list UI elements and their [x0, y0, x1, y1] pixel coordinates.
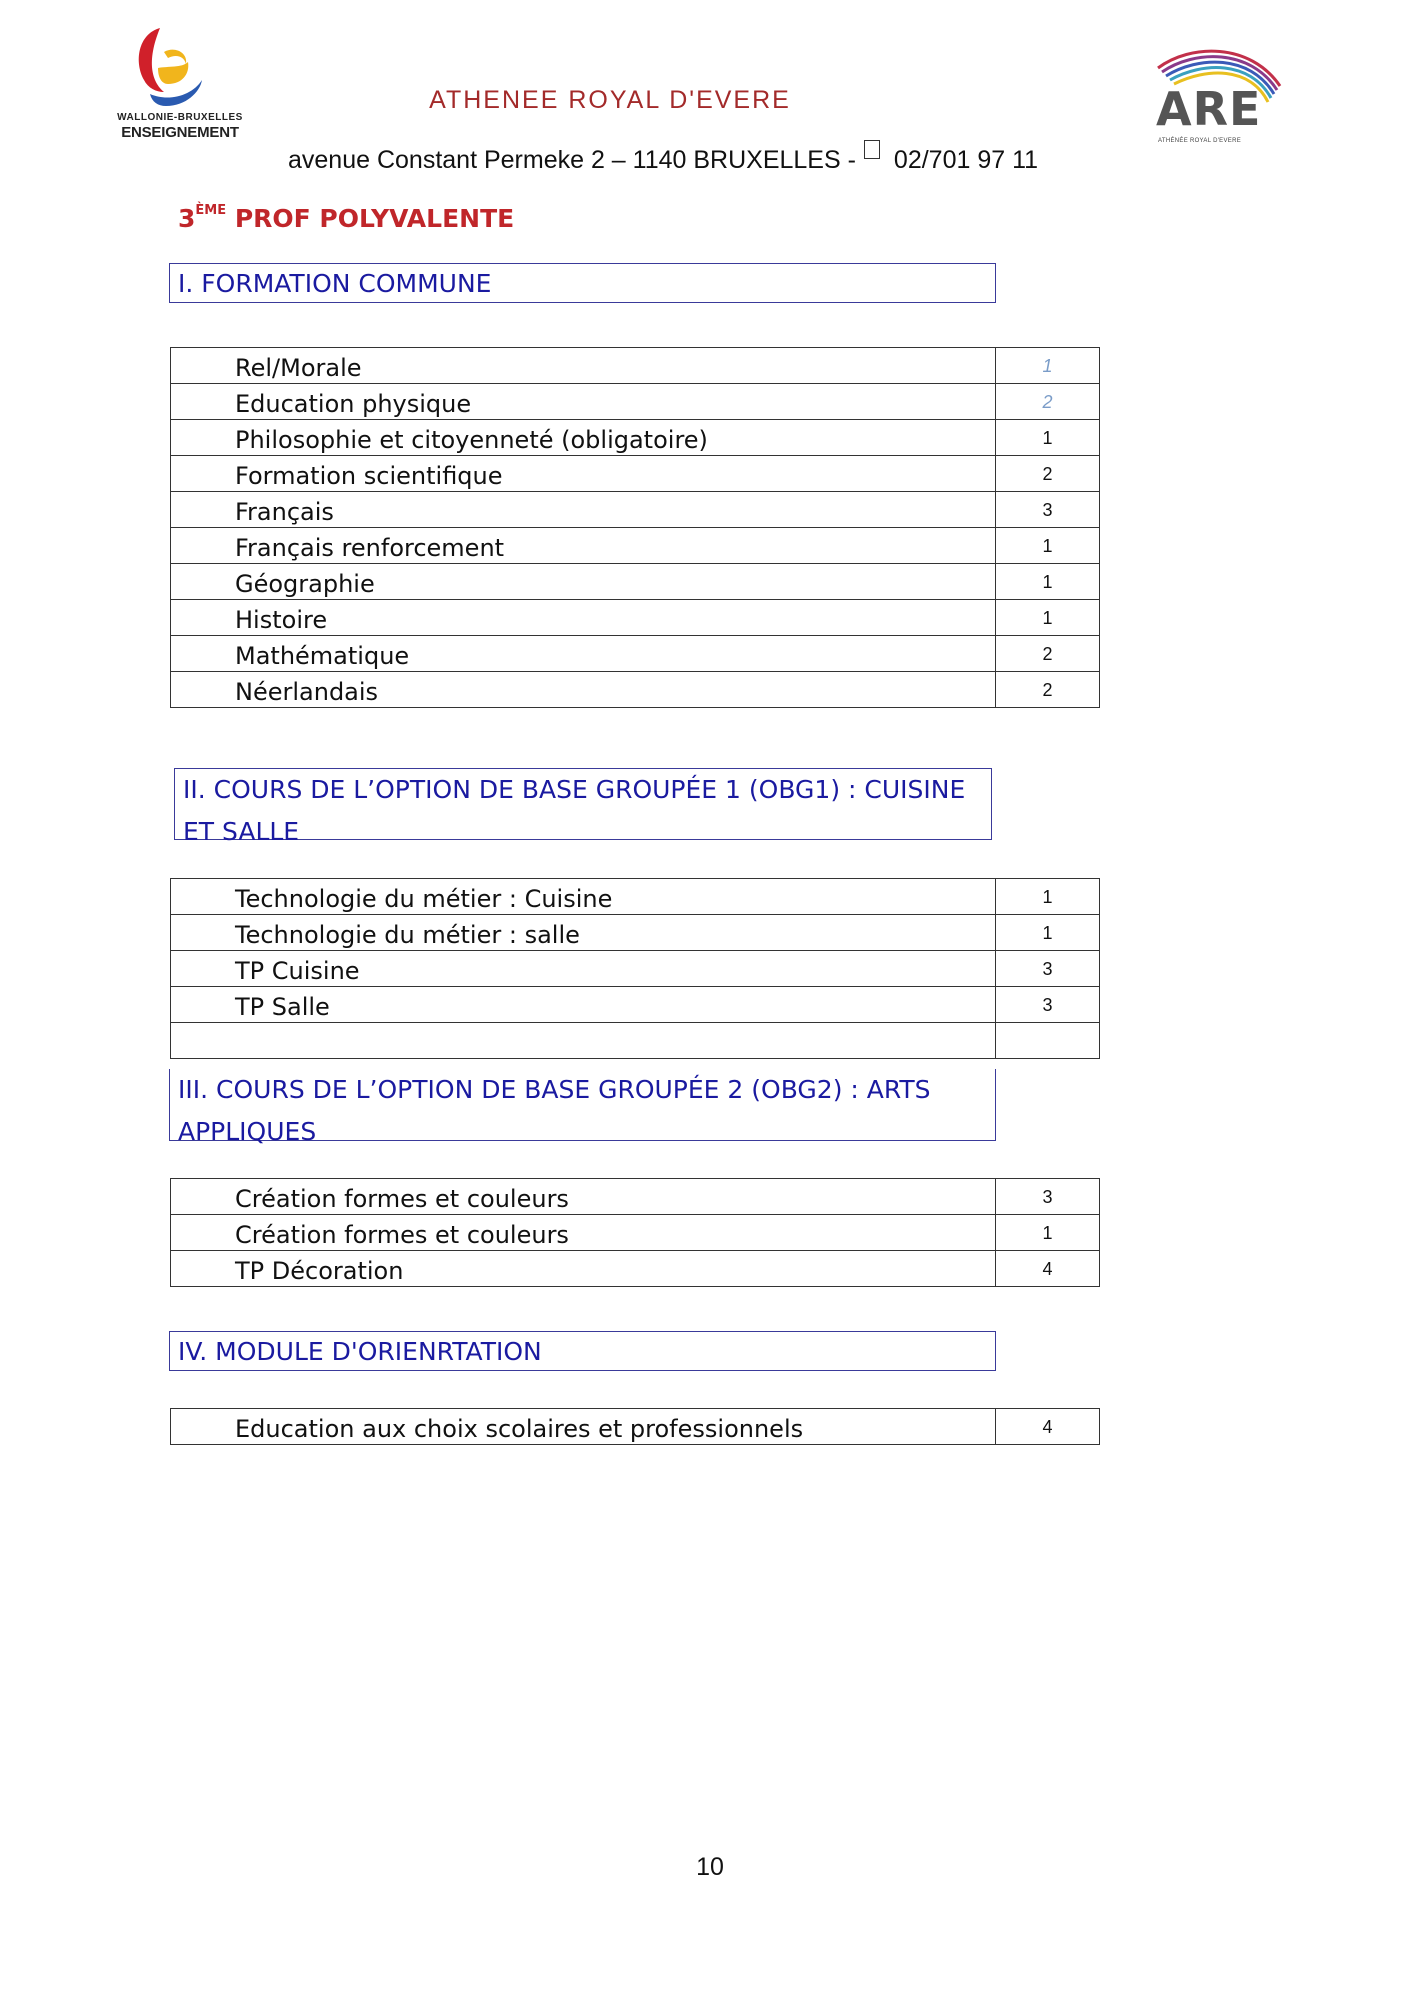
section-heading-obg2: III. COURS DE L’OPTION DE BASE GROUPÉE 2 (OBG2) : ARTS APPLIQUES	[169, 1069, 996, 1141]
course-hours: 1	[996, 600, 1100, 636]
course-name: Création formes et couleurs	[171, 1179, 996, 1215]
course-hours: 3	[996, 1179, 1100, 1215]
table-row	[171, 600, 1100, 636]
course-name: Technologie du métier : salle	[171, 915, 996, 951]
course-name: Philosophie et citoyenneté (obligatoire)	[171, 420, 996, 456]
table-row	[171, 1215, 1100, 1251]
table-row	[171, 1179, 1100, 1215]
course-hours: 4	[996, 1409, 1100, 1445]
table-row	[171, 492, 1100, 528]
course-name: TP Cuisine	[171, 951, 996, 987]
course-hours: 3	[996, 492, 1100, 528]
table-row	[171, 987, 1100, 1023]
course-name: Technologie du métier : Cuisine	[171, 879, 996, 915]
address-line	[288, 146, 1088, 175]
course-name: Français	[171, 492, 996, 528]
course-hours: 1	[996, 420, 1100, 456]
logo-right-text: ARE	[1156, 82, 1262, 136]
table-row	[171, 879, 1100, 915]
course-table-formation-commune	[170, 347, 1100, 708]
section-heading-module-orientation: IV. MODULE D'ORIENRTATION	[169, 1331, 996, 1371]
table-row	[171, 1251, 1100, 1287]
course-name: Création formes et couleurs	[171, 1215, 996, 1251]
table-row	[171, 951, 1100, 987]
title-prefix: 3	[178, 204, 196, 233]
logo-left-line1: WALLONIE-BRUXELLES	[117, 112, 243, 123]
course-hours: 1	[996, 528, 1100, 564]
table-row	[171, 636, 1100, 672]
section-heading-obg1: II. COURS DE L’OPTION DE BASE GROUPÉE 1 (OBG1) : CUISINE ET SALLE	[174, 768, 992, 840]
table-row	[171, 420, 1100, 456]
table-row	[171, 384, 1100, 420]
table-row	[171, 1409, 1100, 1445]
phone-number: 02/701 97 11	[893, 146, 1039, 174]
course-hours: 2	[996, 384, 1100, 420]
address-text: avenue Constant Permeke 2 – 1140 BRUXELLES -	[288, 146, 856, 174]
course-name: Géographie	[171, 564, 996, 600]
course-table-obg1	[170, 878, 1100, 1059]
course-name: Néerlandais	[171, 672, 996, 708]
course-name: Français renforcement	[171, 528, 996, 564]
course-hours: 3	[996, 987, 1100, 1023]
table-row	[171, 348, 1100, 384]
course-name: Rel/Morale	[171, 348, 996, 384]
course-name: TP Salle	[171, 987, 996, 1023]
course-name: Formation scientifique	[171, 456, 996, 492]
wallonie-bruxelles-logo	[108, 22, 248, 144]
course-hours: 4	[996, 1251, 1100, 1287]
course-hours: 1	[996, 879, 1100, 915]
table-row	[171, 1023, 1100, 1059]
section-heading-formation-commune: I. FORMATION COMMUNE	[169, 263, 996, 303]
table-row	[171, 528, 1100, 564]
course-hours: 2	[996, 636, 1100, 672]
table-row	[171, 915, 1100, 951]
course-hours	[996, 1023, 1100, 1059]
are-logo	[1150, 46, 1290, 146]
title-text: PROF POLYVALENTE	[226, 204, 515, 233]
logo-left-line2: ENSEIGNEMENT	[121, 124, 239, 141]
course-name: Education physique	[171, 384, 996, 420]
course-name	[171, 1023, 996, 1059]
course-hours: 2	[996, 672, 1100, 708]
course-table-obg2	[170, 1178, 1100, 1287]
table-row	[171, 672, 1100, 708]
table-row	[171, 456, 1100, 492]
course-hours: 2	[996, 456, 1100, 492]
course-name: Education aux choix scolaires et professionnels	[171, 1409, 996, 1445]
logo-right-sub: ATHÉNÉE ROYAL D'EVERE	[1158, 138, 1242, 144]
course-hours: 1	[996, 564, 1100, 600]
course-hours: 1	[996, 1215, 1100, 1251]
school-name: ATHENEE ROYAL D'EVERE	[429, 86, 791, 114]
course-hours: 3	[996, 951, 1100, 987]
page-number: 10	[696, 1853, 724, 1881]
course-hours: 1	[996, 915, 1100, 951]
course-hours: 1	[996, 348, 1100, 384]
course-name: TP Décoration	[171, 1251, 996, 1287]
title-sup: ÈME	[195, 202, 227, 218]
wb-logo-icon	[108, 22, 248, 112]
page-title	[178, 204, 514, 233]
table-row	[171, 564, 1100, 600]
course-name: Mathématique	[171, 636, 996, 672]
course-name: Histoire	[171, 600, 996, 636]
course-table-module-orientation	[170, 1408, 1100, 1445]
phone-icon	[864, 140, 880, 159]
